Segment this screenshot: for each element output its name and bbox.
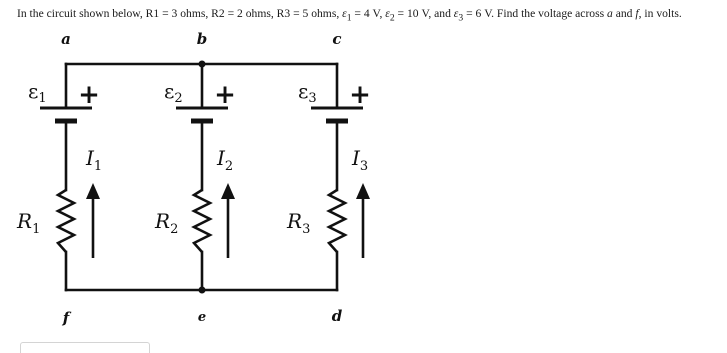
current2-label-symbol: I (217, 146, 225, 170)
node-label-d: d (331, 307, 343, 325)
resistor2-zigzag (194, 190, 210, 252)
current1-label (85, 146, 102, 174)
node-label-b: b (196, 30, 208, 48)
emf1-label-sub: 1 (38, 91, 47, 106)
current3-arrow-head (356, 183, 370, 199)
resistor2-label-symbol: R (155, 209, 171, 233)
emf3-label-symbol: ε (298, 79, 309, 103)
emf1-symbol: ε (342, 7, 347, 20)
emf1-value: = 4 V, (351, 7, 386, 20)
resistor3-label (286, 209, 310, 237)
junction-e (199, 287, 206, 294)
resistor1-label-symbol: R (17, 209, 33, 233)
node-label-c: c (332, 30, 342, 48)
emf2-label-symbol: ε (164, 79, 175, 103)
resistor2-label (154, 209, 178, 237)
node-label-e: e (197, 310, 207, 325)
current2-label-sub: 2 (224, 159, 234, 174)
question-prefix: In the circuit shown below, R1 = 3 ohms, R2 = 2 ohms, R3 = 5 ohms, (17, 7, 343, 20)
resistor3-label-sub: 3 (302, 222, 311, 237)
emf2-value: = 10 V, and (394, 7, 454, 20)
battery1-plus-sign: + (78, 80, 100, 110)
current1-arrow-head (86, 183, 100, 199)
current3-label (351, 146, 368, 174)
junction-b (199, 61, 206, 68)
battery2-plus-sign: + (214, 80, 236, 110)
emf3-label (298, 79, 317, 106)
node-label-a: a (61, 30, 71, 48)
question-suffix: , in volts. (638, 7, 682, 20)
emf2-subscript: 2 (389, 12, 395, 24)
emf3-value: = 6 V. Find the voltage across (463, 7, 608, 20)
emf1-subscript: 1 (346, 12, 352, 24)
resistor1-label (16, 209, 40, 237)
emf3-symbol: ε (453, 7, 459, 20)
resistor3-zigzag (329, 190, 345, 252)
question-node-a: a (607, 7, 613, 20)
current3-label-sub: 3 (359, 159, 369, 174)
resistor1-label-sub: 1 (32, 222, 41, 237)
node-label-f: f (62, 309, 70, 327)
current1-label-symbol: I (86, 146, 94, 170)
question-and: and (612, 7, 636, 20)
battery3-plus-sign: + (349, 80, 371, 110)
resistor3-label-symbol: R (287, 209, 303, 233)
current2-arrow-head (221, 183, 235, 199)
emf1-label (28, 79, 47, 106)
emf2-symbol: ε (385, 7, 390, 20)
emf1-label-symbol: ε (28, 79, 39, 103)
resistor1-zigzag (58, 190, 74, 252)
emf2-label-sub: 2 (174, 91, 183, 106)
current2-label (216, 146, 233, 174)
question-node-f: f (635, 7, 639, 20)
emf3-subscript: 3 (458, 12, 464, 24)
emf2-label (164, 79, 183, 106)
emf3-label-sub: 3 (308, 91, 317, 106)
current1-label-sub: 1 (93, 159, 103, 174)
current3-label-symbol: I (352, 146, 360, 170)
resistor2-label-sub: 2 (170, 222, 179, 237)
